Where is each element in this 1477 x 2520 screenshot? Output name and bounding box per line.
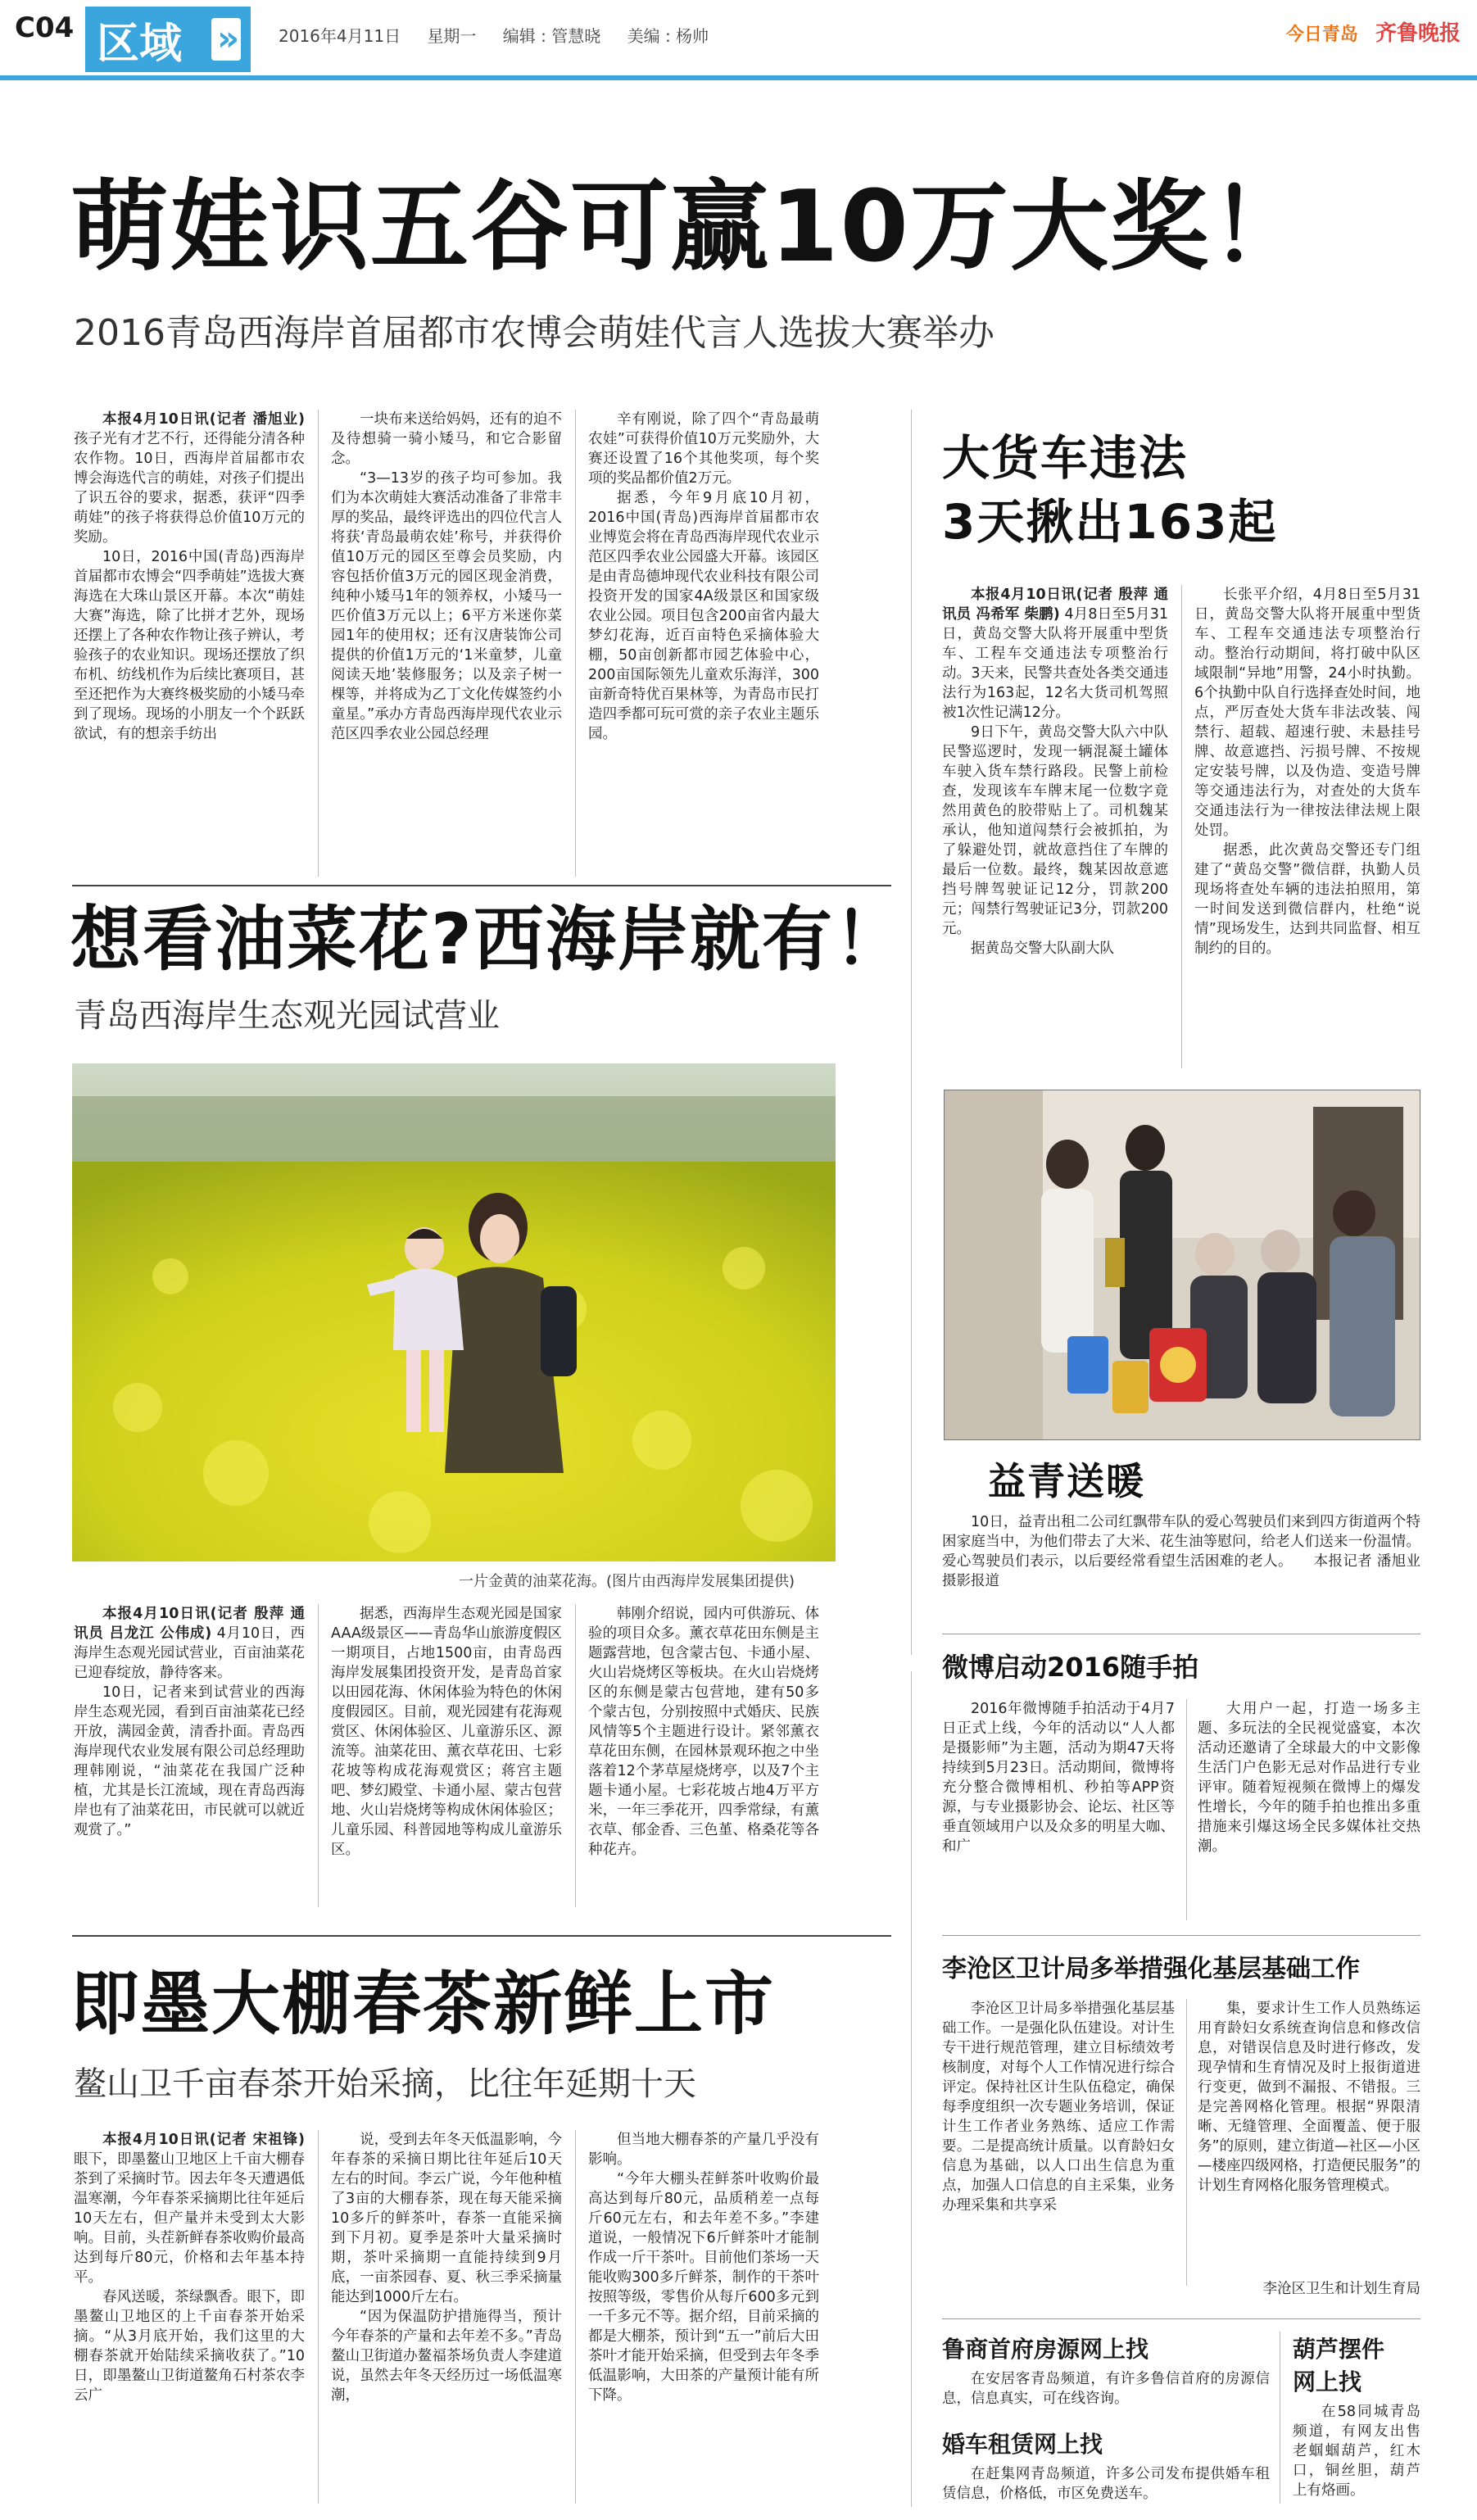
divider [1186, 1999, 1187, 2286]
ad-1 [942, 2332, 1270, 2409]
double-chevron-right-icon: » [211, 18, 241, 61]
divider [318, 1604, 319, 1907]
story5-caption-text: 10日，益青出租二公司红飘带车队的爱心驾驶员们来到四方街道两个特困家庭当中，为他们带去了大米、花生油等慰问，给老人们送来一份温情。爱心驾驶员们表示，以后要经常看望生活困难的老人。 [942, 1514, 1420, 1570]
story1-col2b-text: “3—13岁的孩子均可参加。我们为本次萌娃大赛活动准备了非常丰厚的奖品，最终评选出的四位代言人将获‘青岛最萌农娃’称号，并获得价值10万元的园区至尊会员奖励，内容包括价值3万元的园区现金消费，纯种小矮马1年的领养权，小矮马一匹价值3万元以上；6平方米迷你菜园1年的使用权；还有汉唐装饰公司提供的价值1万元的‘1米童梦，儿童阅读天地’装修服务；以及亲子树一棵等，并将成为乙丁文化传媒签约小童星。”承办方青岛西海岸现代农业示范区四季农业公园总经理 [331, 470, 562, 742]
ad-1-body [942, 2369, 1270, 2409]
masthead-right [1286, 16, 1461, 47]
story3-col2-text: 说，受到去年冬天低温影响，今年春茶的采摘日期比往年延后10天左右的时间。李云广说，今年他种植了3亩的大棚春茶，现在每天能采摘10多斤的鲜茶叶，春茶一直能采摘到下月初。夏季是茶叶大量采摘时期，茶叶采摘期一直能持续到9月底，一亩茶园春、夏、秋三季采摘量能达到1000斤左右。 [331, 2132, 562, 2305]
ad-3 [1293, 2332, 1420, 2500]
story4-col2b-text: 据悉，此次黄岛交警还专门组建了“黄岛交警”微信群，执勤人员现场将查处车辆的违法拍照用，第一时间发送到微信群内，杜绝“说情”现场发生，达到共同监督、相互制约的目的。 [1194, 842, 1420, 957]
story1-col1b-text: 10日，2016中国(青岛)西海岸首届都市农博会“四季萌娃”选拔大赛海选在大珠山景区开幕。本次“萌娃大赛”海选，除了比拼才艺外，现场还摆上了各种农作物让孩子辨认，考验孩子的农业知识。现场还摆放了织布机、纺线机作为后续比赛项目，甚至还把作为大赛终极奖励的小矮马牵到了现场。现场的小朋友一个个跃跃欲试，有的想亲手纺出 [74, 549, 305, 742]
header-rule [0, 75, 1477, 80]
story5-headline: 益青送暖 [988, 1459, 1145, 1503]
divider [1186, 1699, 1187, 1920]
visit-elderly-image [945, 1090, 1420, 1439]
page-number: C04 [15, 11, 75, 44]
story3-col1 [74, 2130, 305, 2507]
story2-col1 [74, 1604, 305, 1915]
story3-headline: 即墨大棚春茶新鲜上市 [70, 1964, 776, 2044]
story6-headline: 微博启动2016随手拍 [942, 1652, 1199, 1683]
visit-elderly-photo [944, 1090, 1420, 1440]
divider [575, 1604, 576, 1907]
ad-1-text: 在安居客青岛频道，有许多鲁信首府的房源信息，信息真实，可在线咨询。 [942, 2371, 1270, 2407]
story6-col2 [1198, 1699, 1420, 1937]
ad-3-text: 在58同城青岛频道，有网友出售老蝈蝈葫芦，红木口，铜丝胆，葫芦上有烙画。 [1293, 2404, 1420, 2499]
story5-caption [942, 1512, 1420, 1611]
divider [575, 410, 576, 877]
story1-headline: 萌娃识五谷可赢10万大奖！ [70, 170, 1310, 284]
column-divider [911, 410, 912, 1655]
story4-col1c-text: 据黄岛交警大队副大队 [971, 940, 1114, 957]
story3-col1-text: 眼下，即墨鳌山卫地区上千亩大棚春茶到了采摘时节。因去年冬天遭遇低温寒潮，今年春茶采摘期比往年延后10天左右，但产量并未受到太大影响。目前，头茬新鲜春茶收购价最高达到每斤80元，价格和去年基本持平。 [74, 2151, 305, 2286]
column-tag: 今日青岛 [1285, 25, 1358, 45]
story7-col1-text: 李沧区卫计局多举措强化基层基础工作。一是强化队伍建设。对计生专干进行规范管理，建立目标绩效考核制度，对每个人工作情况进行综合评定。保持社区计生队伍稳定，确保每季度组织一次专题业务培训，保证计生工作者业务熟练、适应工作需要。二是提高统计质量。以育龄妇女信息为基础，以人口出生信息为重点，加强人口信息的自主采集，业务办理采集和共享采 [942, 2001, 1175, 2214]
story2-col1b-text: 10日，记者来到试营业的西海岸生态观光园，看到百亩油菜花已经开放，满园金黄，清香扑面。青岛西海岸现代农业发展有限公司总经理助理韩刚说，“油菜花在我国广泛种植，尤其是长江流域，现在青岛西海岸也有了油菜花田，市民就可以就近观赏了。” [74, 1684, 305, 1838]
story1-col2 [331, 410, 562, 877]
rapeseed-field-photo [72, 1063, 836, 1561]
story4-headline-line2: 3天揪出163起 [942, 494, 1278, 550]
story1-col3-text: 辛有刚说，除了四个“青岛最萌农娃”可获得价值10万元奖励外，大赛还设置了16个其他奖项，每个奖项的奖品都价值2万元。 [588, 411, 819, 487]
story6-col1 [942, 1699, 1175, 1937]
story4-col2-text: 长张平介绍，4月8日至5月31日，黄岛交警大队将开展重中型货车、工程车交通违法专项整治行动。整治行动期间，将打破中队区域限制“异地”用警，24小时执勤。6个执勤中队自行选择查处时间，地点，严厉查处大货车非法改装、闯禁行、超载、超速行驶、未悬挂号牌、故意遮挡、污损号牌、不按规定安装号牌，以及伪造、变造号牌等交通违法行为，对查处的大货车交通违法行为一律按法律法规上限处罚。 [1194, 587, 1420, 839]
story-rule [72, 1935, 891, 1937]
ad-3-title-line2: 网上找 [1293, 2368, 1362, 2395]
story2-col1-text: 4月10日，西海岸生态观光园试营业，百亩油菜花已迎春绽放，静待客来。 [74, 1625, 305, 1681]
story2-col3-text: 韩刚介绍说，园内可供游玩、体验的项目众多。薰衣草花田东侧是主题露营地，包含蒙古包、卡通小屋、火山岩烧烤区等板块。在火山岩烧烤区的东侧是蒙古包营地，建有50多个蒙古包，分别按照中式婚庆、民族风情等5个主题进行设计。紧邻薰衣草花田东侧，在园林景观环抱之中坐落着12个茅草屋烧烤亭，以及7个主题卡通小屋。七彩花坡占地4万平方米，一年三季花开，四季常绿，有薰衣草、郁金香、三色堇、格桑花等各种花卉。 [588, 1606, 819, 1858]
story1-col3 [588, 410, 819, 877]
story4-headline [942, 426, 1277, 554]
story7-credit: 李沧区卫生和计划生育局 [1262, 2281, 1420, 2297]
ad-3-title-line1: 葫芦摆件 [1293, 2336, 1385, 2363]
story2-subtitle: 青岛西海岸生态观光园试营业 [74, 997, 500, 1035]
story2-lead: 本报4月10日讯(记者 殷萍 通讯员 吕龙江 公伟成) [74, 1606, 305, 1642]
story2-photo-caption: 一片金黄的油菜花海。(图片由西海岸发展集团提供) [459, 1573, 795, 1590]
story7-col2 [1198, 1999, 1420, 2269]
ad-3-body [1293, 2402, 1420, 2500]
story2-col2-text: 据悉，西海岸生态观光园是国家AAA级景区——青岛华山旅游度假区一期项目，占地1500亩，由青岛西海岸发展集团投资开发，是青岛首家以田园花海、休闲体验为特色的休闲度假园区。目前，观光园建有花海观赏区、休闲体验区、儿童游乐区、源流等。油菜花田、薰衣草花田、七彩花坡等构成花海观赏区；蒋宫主题吧、梦幻殿堂、卡通小屋、蒙古包营地、火山岩烧烤等构成休闲体验区；儿童乐园、科普园地等构成儿童游乐区。 [331, 1606, 562, 1858]
ad-2-text: 在赶集网青岛频道，许多公司发布提供婚车租赁信息，价格低，市区免费送车。 [942, 2466, 1270, 2502]
story3-col3b-text: “今年大棚头茬鲜茶叶收购价最高达到每斤80元，品质稍差一点每斤60元左右，和去年差不多。”李建道说，一般情况下6斤鲜茶叶才能制作成一斤干茶叶。目前他们茶场一天能收购300多斤鲜茶，制作的干茶叶按照等级，零售价从每斤600多元到一千多元不等。据介绍，目前采摘的都是大棚茶，预计到“五一”前后大田茶叶才能开始采摘，但受到去年冬季低温影响，大田茶的产量预计能有所下降。 [588, 2171, 819, 2404]
story3-col1b-text: 春风送暖，茶绿飘香。眼下，即墨鳌山卫地区的上千亩春茶开始采摘。“从3月底开始，我们这里的大棚春茶就开始陆续采摘收获了。”10日，即墨鳌山卫街道鳌角石村茶农李云广 [74, 2289, 305, 2404]
story3-subtitle: 鳌山卫千亩春茶开始采摘，比往年延期十天 [74, 2065, 696, 2103]
ad-2-body [942, 2464, 1270, 2504]
story6-col2-text: 大用户一起，打造一场多主题、多玩法的全民视觉盛宴，本次活动还邀请了全球最大的中文影像生活门户色影无忌对作品进行专业评审。随着短视频在微博上的爆发性增长，今年的随手拍也推出多重措施来引爆这场全民多媒体社交热潮。 [1198, 1701, 1420, 1855]
story3-lead: 本报4月10日讯(记者 宋祖锋) [102, 2132, 305, 2148]
story7-headline: 李沧区卫计局多举措强化基层基础工作 [942, 1955, 1360, 1983]
story7-col2-text: 集，要求计生工作人员熟练运用育龄妇女系统查询信息和修改信息，对错误信息及时进行修改，发现孕情和生育情况及时上报街道进行变更，做到不漏报、不错报。三是完善网格化管理。根据“界限清晰、无缝管理、全面覆盖、便于服务”的原则，建立街道—社区—小区—楼座四级网格，打造便民服务”的计划生育网格化服务管理模式。 [1198, 2001, 1420, 2194]
designer: 美编 : 杨帅 [627, 26, 709, 46]
story3-col2 [331, 2130, 562, 2507]
divider [1181, 585, 1182, 1068]
story1-col1-text: 孩子光有才艺不行，还得能分清各种农作物。10日，西海岸首届都市农博会海选代言的萌娃，对孩子们提出了识五谷的要求，据悉，获评“四季萌娃”的孩子将获得总价值10万元的奖励。 [74, 431, 305, 546]
story3-col2b-text: “因为保温防护措施得当，预计今年春茶的产量和去年差不多。”青岛鳌山卫街道办鳌福茶场负责人李建道说，虽然去年冬天经历过一场低温寒潮， [331, 2309, 562, 2404]
story4-col2 [1194, 585, 1420, 1076]
story2-col3 [588, 1604, 819, 1915]
weekday: 星期一 [427, 26, 477, 46]
date: 2016年4月11日 [279, 26, 401, 46]
editor: 编辑 : 管慧晓 [502, 26, 601, 46]
divider [318, 2130, 319, 2504]
story3-col3 [588, 2130, 819, 2507]
column-divider [911, 1671, 912, 2507]
story4-lead: 本报4月10日讯(记者 殷萍 通讯员 冯希军 柴鹏) [942, 587, 1168, 623]
story4-col1b-text: 9日下午，黄岛交警大队六中队民警巡逻时，发现一辆混凝土罐体车驶入货车禁行路段。民警上前检查，发现该车车牌末尾一位数字竟然用黄色的胶带贴上了。司机魏某承认，他知道闯禁行会被抓拍，为了躲避处罚，就故意挡住了车牌的最后一位数。最终，魏某因故意遮挡号牌驾驶证记12分，罚款200元；闯禁行驾驶证记3分，罚款200元。 [942, 724, 1168, 937]
story-rule [72, 885, 891, 886]
story7-col1 [942, 1999, 1175, 2294]
ad-1-title: 鲁商首府房源网上找 [942, 2336, 1149, 2363]
ad-2 [942, 2427, 1270, 2504]
story2-col2 [331, 1604, 562, 1915]
story4-col1-text: 4月8日至5月31日，黄岛交警大队将开展重中型货车、工程车交通违法专项整治行动。3天来，民警共查处各类交通违法行为163起，12名大货司机驾照被1次性记满12分。 [942, 606, 1168, 721]
story3-col3-text: 但当地大棚春茶的产量几乎没有影响。 [588, 2132, 819, 2168]
story1-lead: 本报4月10日讯(记者 潘旭业) [102, 411, 305, 428]
story1-subtitle: 2016青岛西海岸首届都市农博会萌娃代言人选拔大赛举办 [74, 312, 994, 354]
divider [575, 2130, 576, 2504]
story1-col1 [74, 410, 305, 877]
story6-col1-text: 2016年微博随手拍活动于4月7日正式上线，今年的活动以“人人都是摄影师”为主题，活动为期47天将持续到5月23日。活动期间，微博将充分整合微博相机、秒拍等APP资源，与专业摄影协会、论坛、社区等垂直领域用户以及众多的明星大咖、和广 [942, 1701, 1175, 1855]
page-meta [279, 23, 730, 47]
rapeseed-field-image [72, 1063, 836, 1561]
story4-headline-line1: 大货车违法 [942, 430, 1189, 486]
story-rule [942, 2318, 1420, 2319]
newspaper-logo: 齐鲁晚报 [1375, 21, 1461, 46]
story4-col1 [942, 585, 1168, 1076]
story-rule [942, 1935, 1420, 1936]
story5-credit: 本报记者 潘旭业 摄影报道 [942, 1553, 1421, 1589]
story1-col3b-text: 据悉，今年9月底10月初，2016中国(青岛)西海岸首届都市农业博览会将在青岛西海岸现代农业示范区四季农业公园盛大开幕。该园区是由青岛德坤现代农业科技有限公司投资开发的国家4A级景区和国家级农业公园。项目包含200亩省内最大梦幻花海，近百亩特色采摘体验大棚，50亩创新都市园艺体验中心，200亩国际领先儿童欢乐海洋，300亩新奇特优百果林等，为青岛市民打造四季都可玩可赏的亲子农业主题乐园。 [588, 490, 819, 742]
ad-2-title: 婚车租赁网上找 [942, 2431, 1103, 2458]
story2-headline: 想看油菜花?西海岸就有！ [70, 899, 906, 981]
divider [318, 410, 319, 877]
section-text: 区域 [97, 19, 183, 69]
story1-col2-text: 一块布来送给妈妈，还有的迫不及待想骑一骑小矮马，和它合影留念。 [331, 411, 562, 467]
